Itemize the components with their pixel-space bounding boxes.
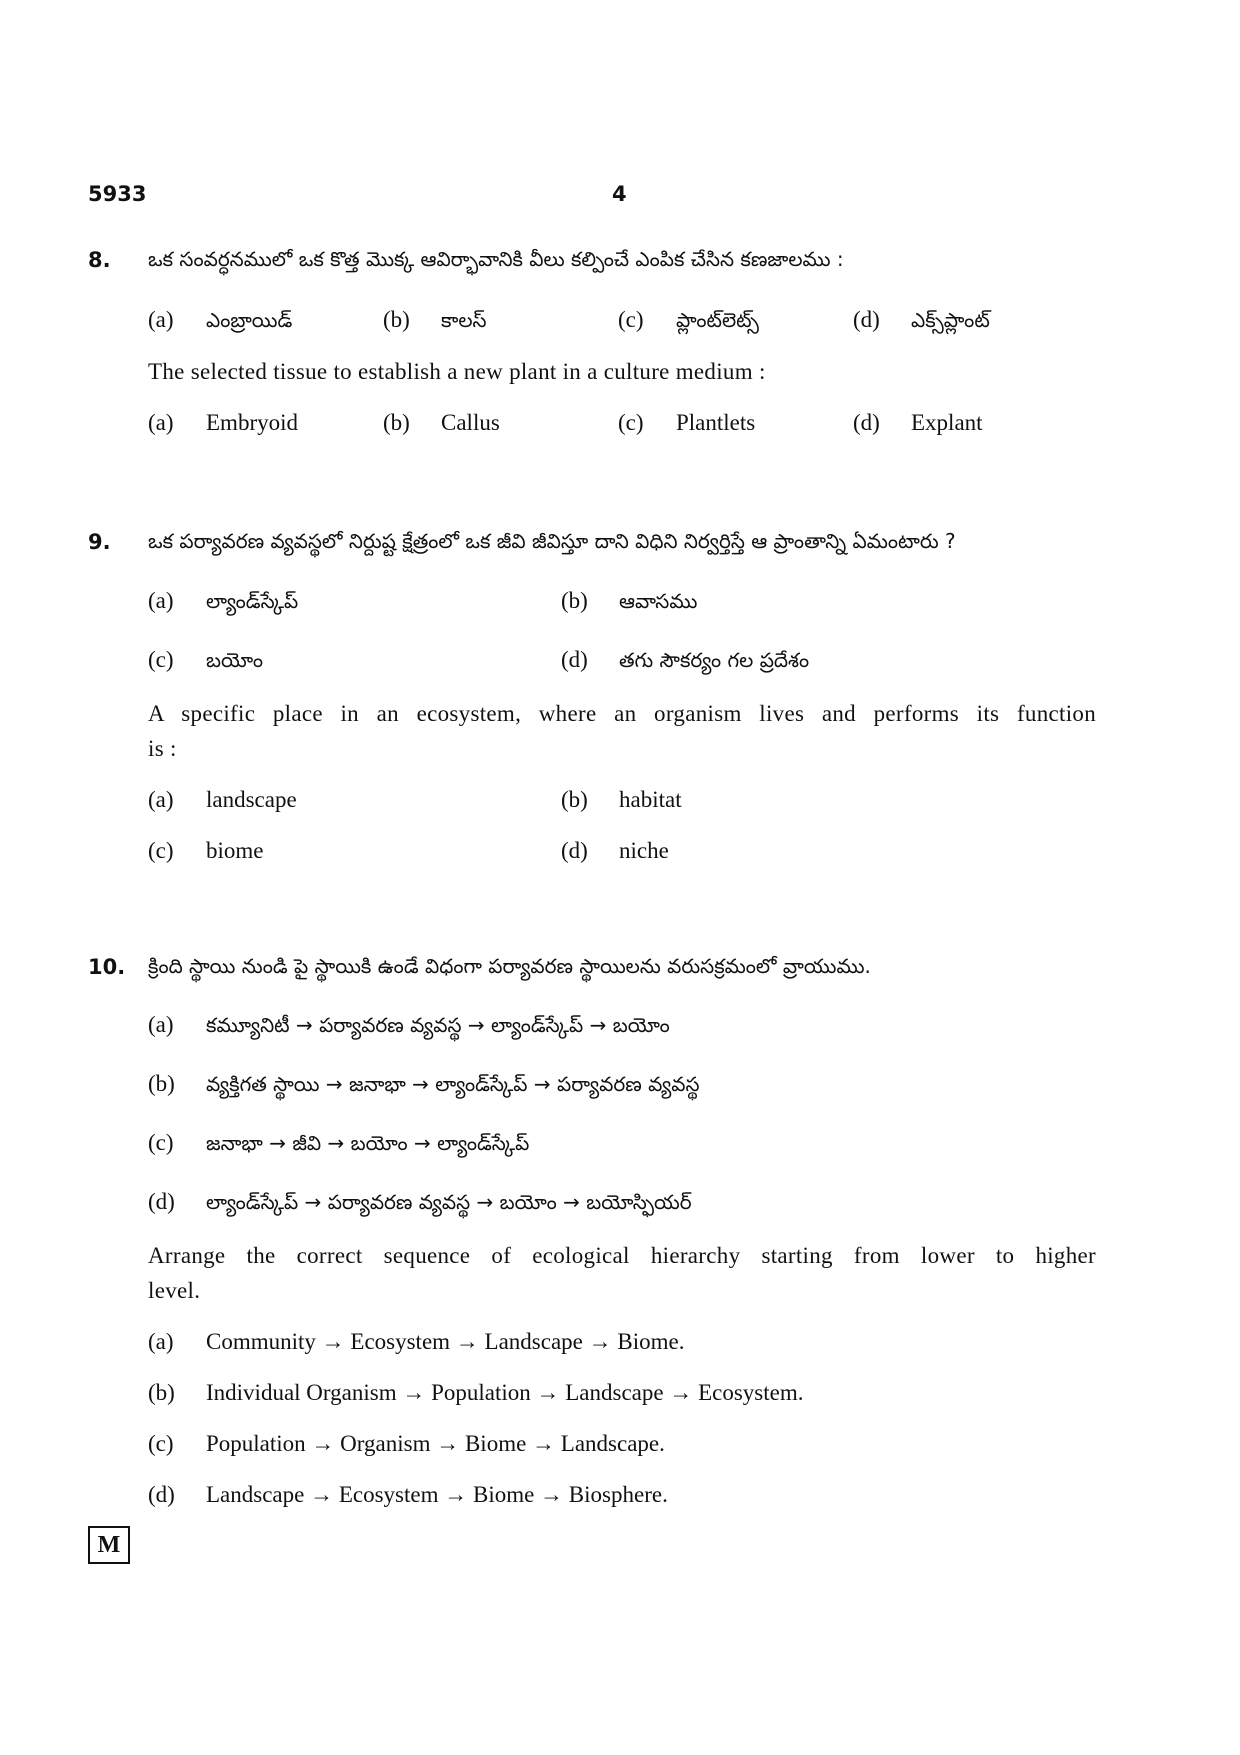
option-c-english: (c) Population → Organism → Biome → Landscape. <box>148 1431 665 1456</box>
question-stem-english-line2: is : <box>148 736 177 761</box>
option-a-english: (a) landscape <box>148 787 297 812</box>
option-b-english: (b) Individual Organism → Population → Landscape → Ecosystem. <box>148 1380 804 1405</box>
option-d-english: (d) Explant <box>853 410 983 435</box>
option-a-telugu: (a) ల్యాండ్‌స్కేప్ <box>148 588 299 613</box>
option-d-telugu: (d) ఎక్స్‌ప్లాంట్ <box>853 307 990 332</box>
option-a-english: (a) Embryoid <box>148 410 298 435</box>
option-a-telugu: (a) కమ్యూనిటీ → పర్యావరణ వ్యవస్థ → ల్యాండ్‌స్కేప్ → బయోం <box>148 1012 670 1037</box>
question-number: 10. <box>88 955 126 979</box>
option-c-telugu: (c) ప్లాంట్‌లెట్స్ <box>618 307 759 332</box>
question-stem-telugu: క్రింది స్థాయి నుండి పై స్థాయికి ఉండే విధంగా పర్యావరణ స్థాయిలను వరుసక్రమంలో వ్రాయుము. <box>148 954 871 978</box>
medium-mark-box: M <box>88 1526 130 1564</box>
option-a-english: (a) Community → Ecosystem → Landscape → Biome. <box>148 1329 685 1354</box>
option-b-english: (b) Callus <box>383 410 500 435</box>
option-d-telugu: (d) తగు సౌకర్యం గల ప్రదేశం <box>561 647 810 672</box>
page-number: 4 <box>612 182 627 206</box>
question-number: 8. <box>88 248 111 272</box>
question-number: 9. <box>88 530 111 554</box>
option-c-english: (c) Plantlets <box>618 410 756 435</box>
option-b-telugu: (b) వ్యక్తిగత స్థాయి → జనాభా → ల్యాండ్‌స్కేప్ → పర్యావరణ వ్యవస్థ <box>148 1071 700 1096</box>
question-stem-telugu: ఒక పర్యావరణ వ్యవస్థలో నిర్దుష్ట క్షేత్రంలో ఒక జీవి జీవిస్తూ దాని విధిని నిర్వర్తిస్తే ఆ ప్రాంతాన్ని ఏమంటారు ? <box>148 529 956 553</box>
question-stem-telugu: ఒక సంవర్ధనములో ఒక కొత్త మొక్క ఆవిర్భావానికి వీలు కల్పించే ఎంపిక చేసిన కణజాలము : <box>148 247 844 271</box>
option-d-telugu: (d) ల్యాండ్‌స్కేప్ → పర్యావరణ వ్యవస్థ → బయోం → బయోస్ఫియర్ <box>148 1189 692 1214</box>
question-stem-english: The selected tissue to establish a new plant in a culture medium : <box>148 359 766 384</box>
option-c-telugu: (c) జనాభా → జీవి → బయోం → ల్యాండ్‌స్కేప్ <box>148 1130 530 1155</box>
option-b-telugu: (b) ఆవాసము <box>561 588 698 613</box>
paper-code: 5933 <box>88 182 147 206</box>
option-a-telugu: (a) ఎంబ్రాయిడ్ <box>148 307 293 332</box>
option-c-english: (c) biome <box>148 838 264 863</box>
option-b-telugu: (b) కాలస్ <box>383 307 487 332</box>
option-d-english: (d) niche <box>561 838 669 863</box>
question-stem-english-line1: A specific place in an ecosystem, where an organism lives and performs its function <box>148 701 1096 726</box>
question-stem-english-line1: Arrange the correct sequence of ecological hierarchy starting from lower to higher <box>148 1243 1096 1268</box>
option-b-english: (b) habitat <box>561 787 682 812</box>
question-stem-english-line2: level. <box>148 1278 201 1303</box>
option-d-english: (d) Landscape → Ecosystem → Biome → Biosphere. <box>148 1482 668 1507</box>
option-c-telugu: (c) బయోం <box>148 647 264 672</box>
